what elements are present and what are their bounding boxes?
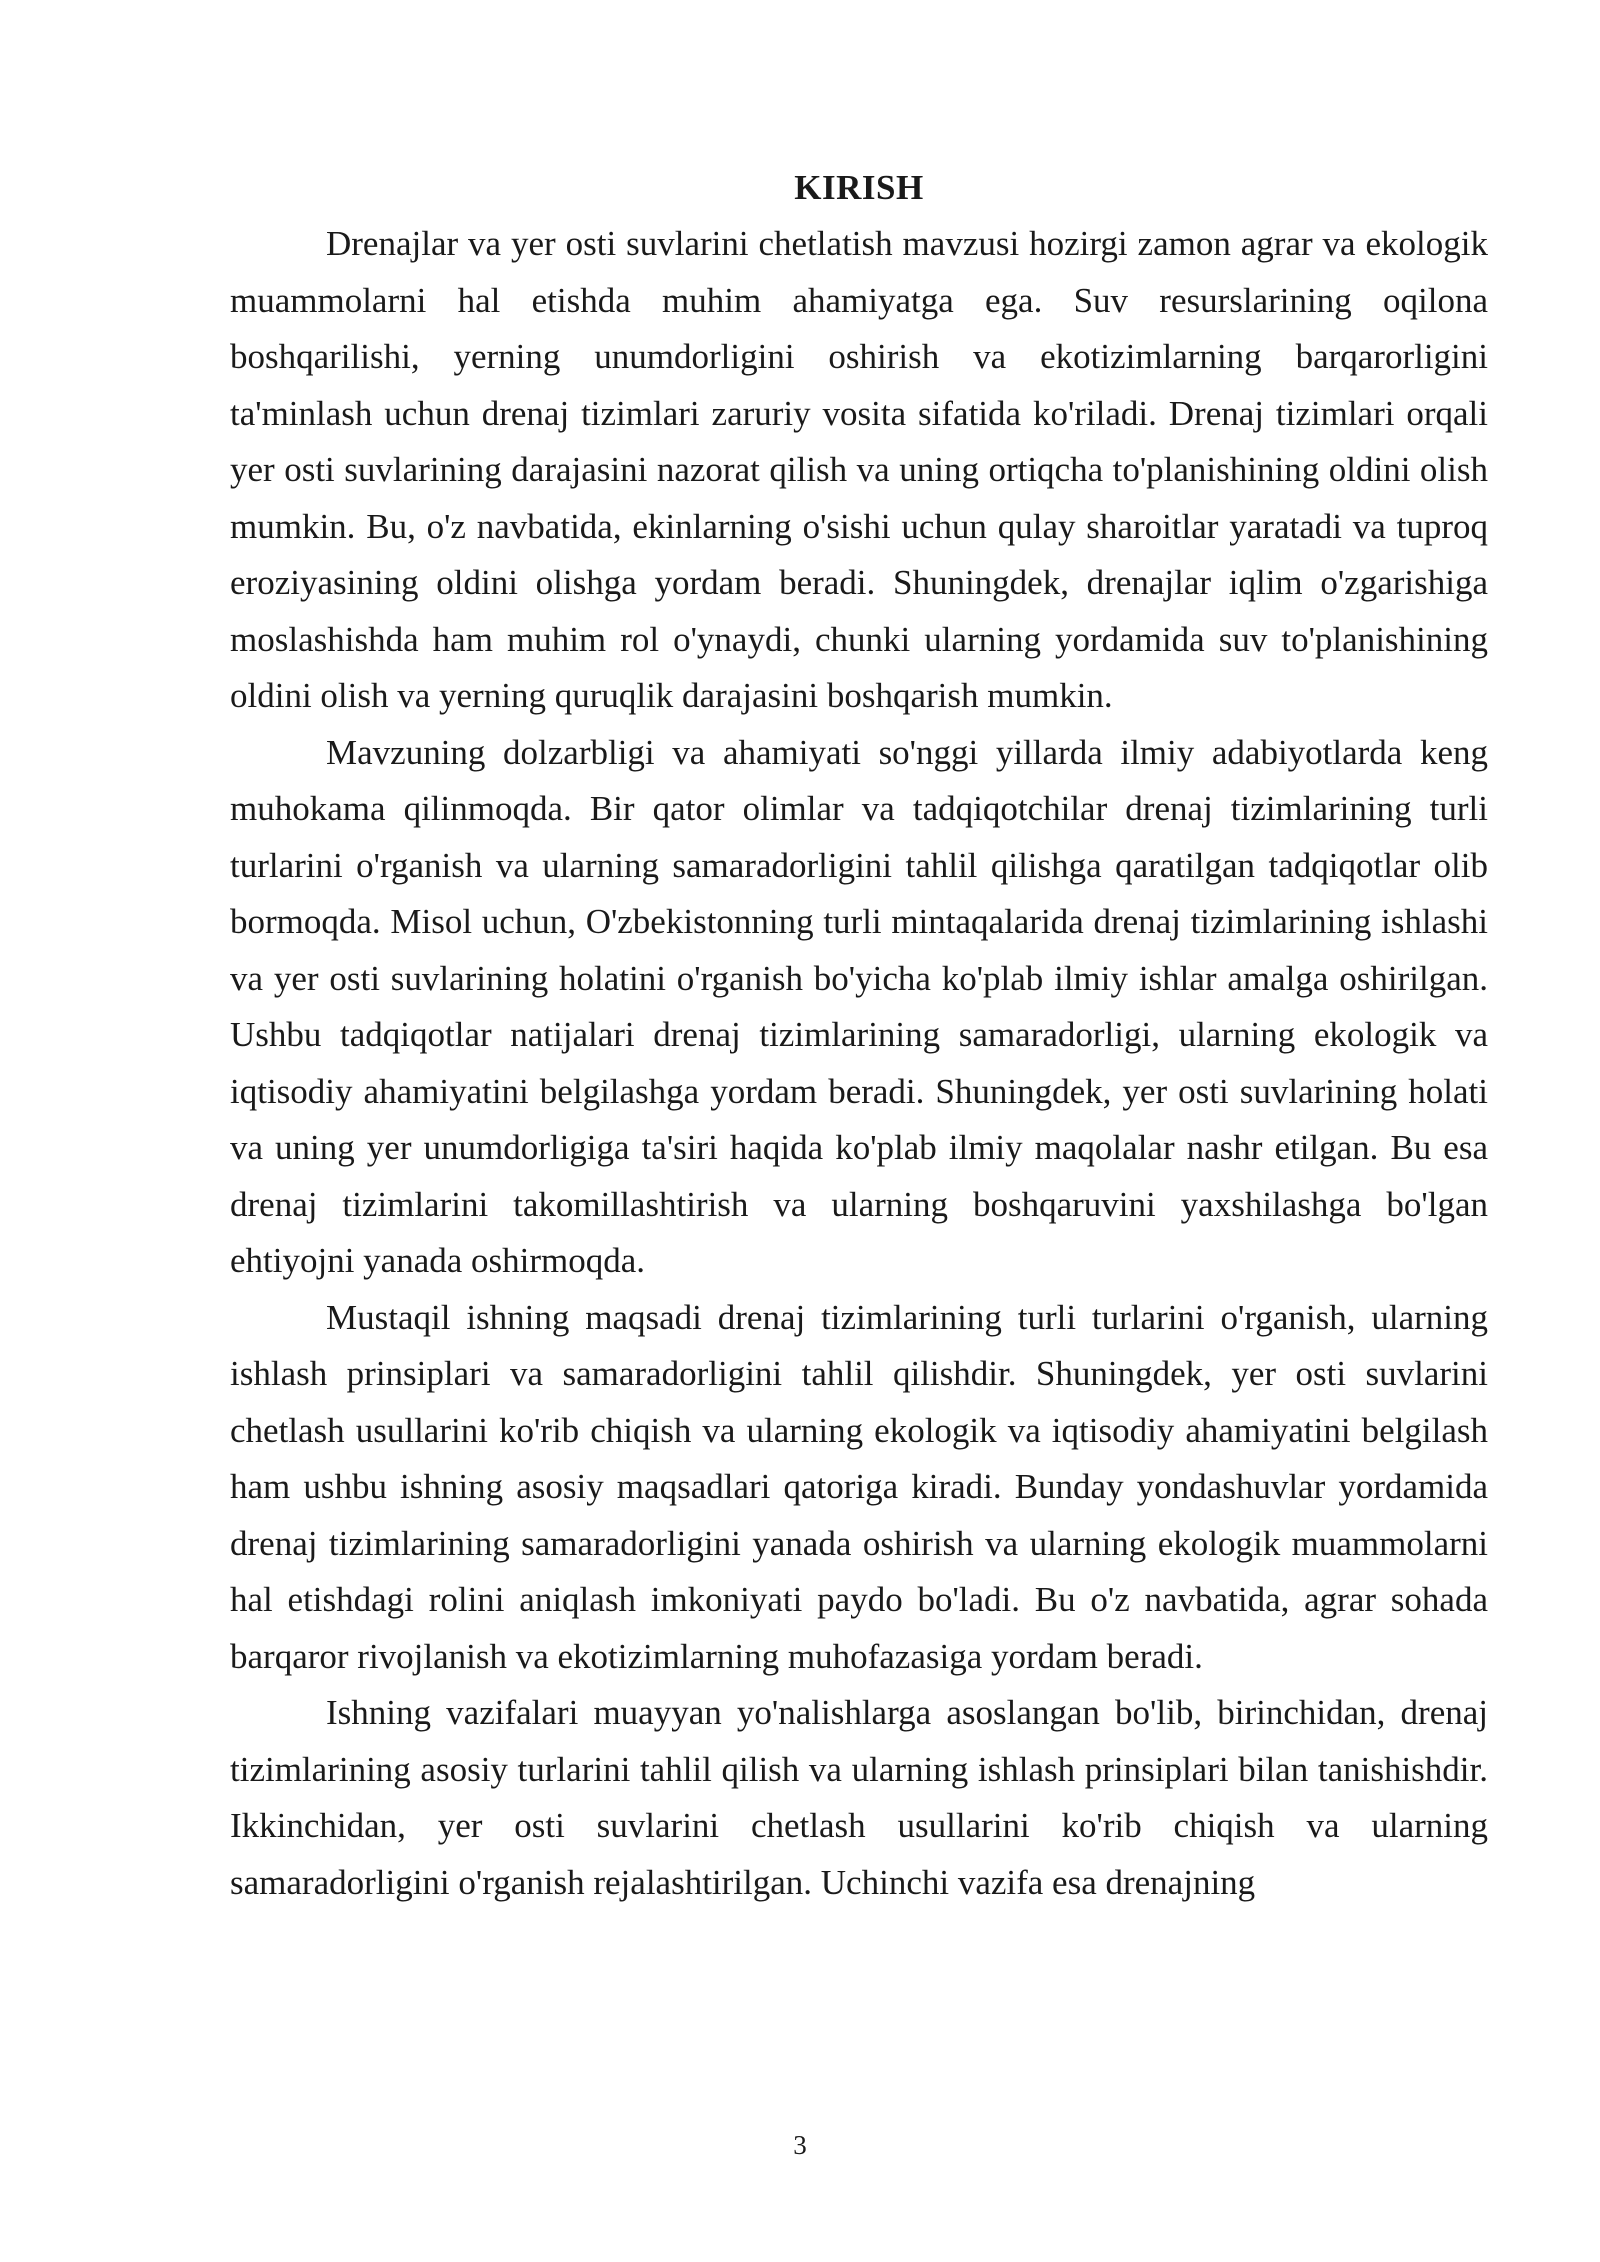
page-number: 3 [793, 2130, 807, 2160]
paragraph-4: Ishning vazifalari muayyan yo'nalishlarga asoslangan bo'lib, birinchidan, drenaj tizimlarining asosiy turlarini tahlil qilish va ularning ishlash prinsiplari bilan tanishishdir. Ikkinchidan, yer osti suvlarini chetlash usullarini ko'rib chiqish va ularning samaradorligini o'rganish rejalashtirilgan. Uchinchi vazifa esa drenajning [230, 1693, 1488, 1902]
paragraph-1: Drenajlar va yer osti suvlarini chetlatish mavzusi hozirgi zamon agrar va ekologik muammolarni hal etishda muhim ahamiyatga ega. Suv resurslarining oqilona boshqarilishi, yerning unumdorligini oshirish va ekotizimlarning barqarorligini ta'minlash uchun drenaj tizimlari zaruriy vosita sifatida ko'riladi. Drenaj tizimlari orqali yer osti suvlarining darajasini nazorat qilish va uning ortiqcha to'planishining oldini olish mumkin. Bu, o'z navbatida, ekinlarning o'sishi uchun qulay sharoitlar yaratadi va tuproq eroziyasining oldini olishga yordam beradi. Shuningdek, drenajlar iqlim o'zgarishiga moslashishda ham muhim rol o'ynaydi, chunki ularning yordamida suv to'planishining oldini olish va yerning quruqlik darajasini boshqarish mumkin. [230, 224, 1488, 715]
paragraph-3: Mustaqil ishning maqsadi drenaj tizimlarining turli turlarini o'rganish, ularning ishlash prinsiplari va samaradorligini tahlil qilishdir. Shuningdek, yer osti suvlarini chetlash usullarini ko'rib chiqish va ularning ekologik va iqtisodiy ahamiyatini belgilash ham ushbu ishning asosiy maqsadlari qatoriga kiradi. Bunday yondashuvlar yordamida drenaj tizimlarining samaradorligini yanada oshirish va ularning ekologik muammolarni hal etishdagi rolini aniqlash imkoniyati paydo bo'ladi. Bu o'z navbatida, agrar sohada barqaror rivojlanish va ekotizimlarning muhofazasiga yordam beradi. [230, 1297, 1488, 1676]
paragraph-2: Mavzuning dolzarbligi va ahamiyati so'nggi yillarda ilmiy adabiyotlarda keng muhokama qilinmoqda. Bir qator olimlar va tadqiqotchilar drenaj tizimlarining turli turlarini o'rganish va ularning samaradorligini tahlil qilishga qaratilgan tadqiqotlar olib bormoqda. Misol uchun, O'zbekistonning turli mintaqalarida drenaj tizimlarining ishlashi va yer osti suvlarining holatini o'rganish bo'yicha ko'plab ilmiy ishlar amalga oshirilgan. Ushbu tadqiqotlar natijalari drenaj tizimlarining samaradorligi, ularning ekologik va iqtisodiy ahamiyatini belgilashga yordam beradi. Shuningdek, yer osti suvlarining holati va uning yer unumdorligiga ta'siri haqida ko'plab ilmiy maqolalar nashr etilgan. Bu esa drenaj tizimlarini takomillashtirish va ularning boshqaruvini yaxshilashga bo'lgan ehtiyojni yanada oshirmoqda. [230, 732, 1488, 1280]
page-content [230, 160, 1488, 1911]
section-title: KIRISH [794, 168, 924, 207]
